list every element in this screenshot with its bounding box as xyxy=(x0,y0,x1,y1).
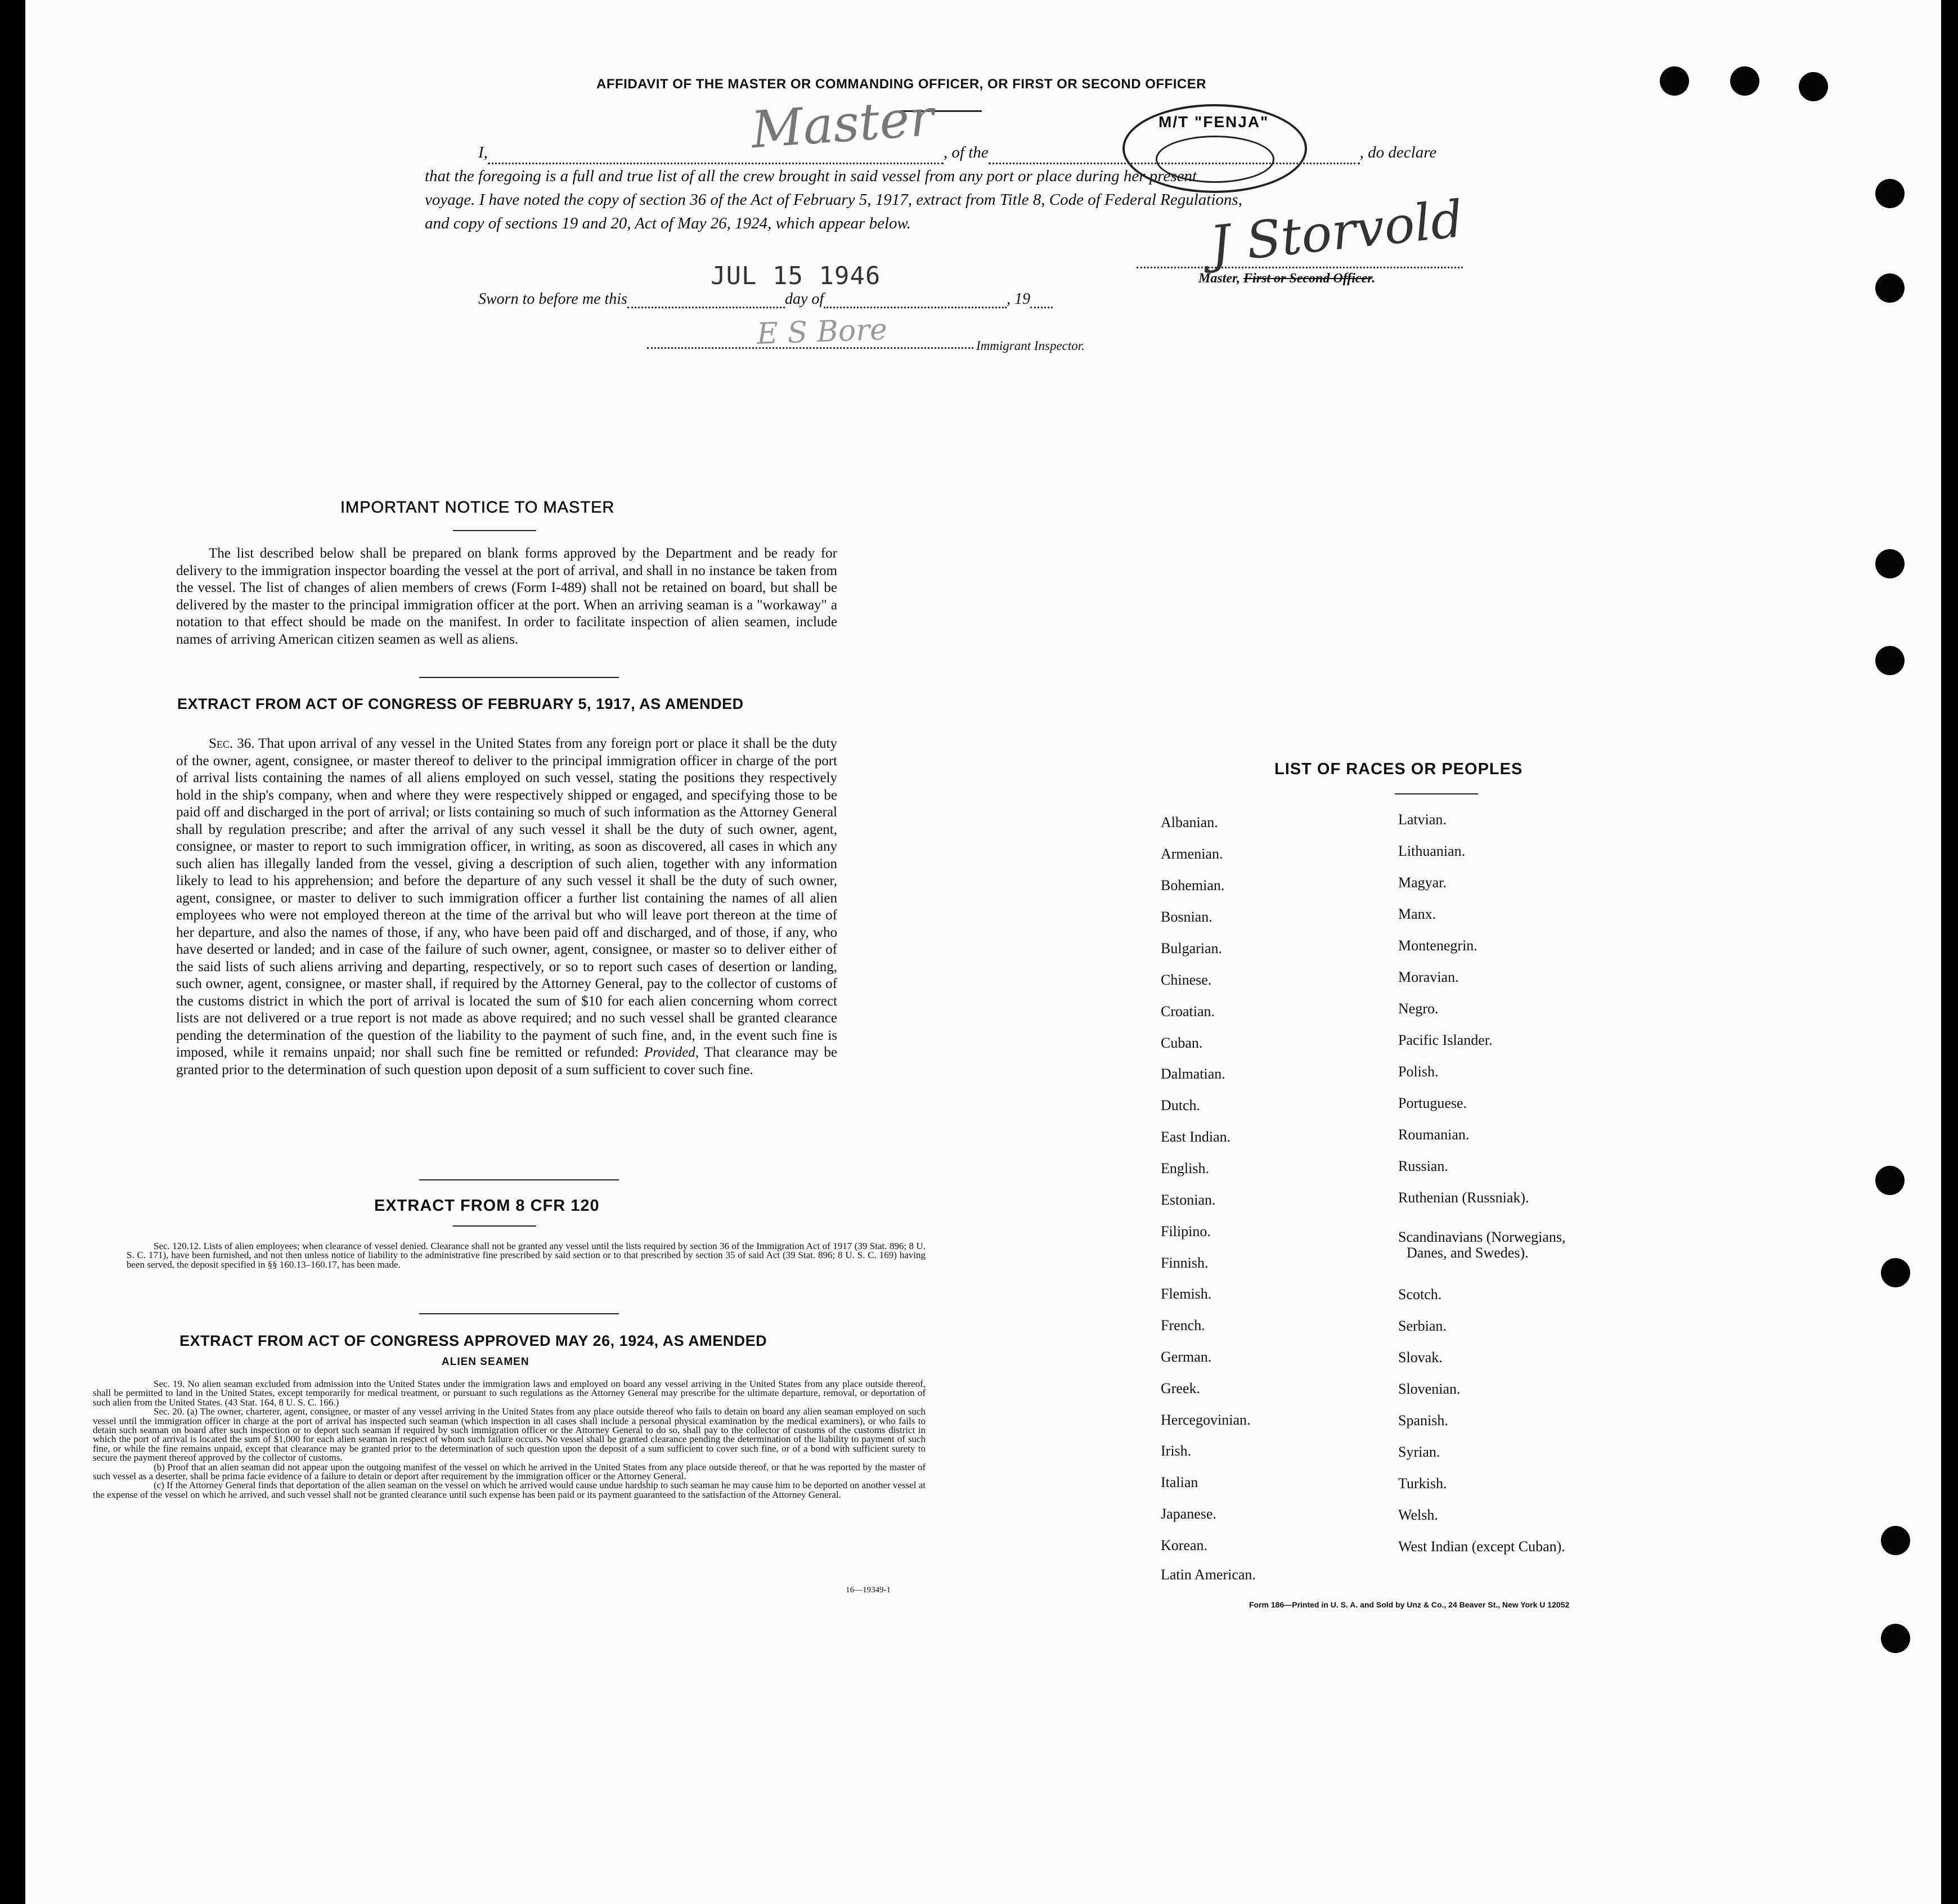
race-item: Finnish. xyxy=(1161,1255,1209,1271)
race-item: Latin American. xyxy=(1161,1566,1256,1583)
form-code: 16—19349-1 xyxy=(846,1586,891,1595)
race-item: English. xyxy=(1161,1160,1209,1176)
race-item: Dalmatian. xyxy=(1161,1066,1225,1082)
race-item: West Indian (except Cuban). xyxy=(1398,1538,1565,1555)
punch-hole xyxy=(1881,1624,1910,1653)
punch-hole xyxy=(1881,1258,1910,1287)
inspector-label: Immigrant Inspector. xyxy=(976,339,1085,353)
punch-hole xyxy=(1875,273,1905,303)
extract-cfr-end-divider xyxy=(419,1313,619,1314)
sec-20b-text: (b) Proof that an alien seaman did not appear upon the outgoing manifest of the vessel on which he arrived in the United States from any place outside thereof, or that he was reported by the master of such vessel as a deserter, shall be prima facie evidence of a failure to detain or deport after requirement by the immigration officer or the Attorney General. xyxy=(93,1461,926,1482)
declaration-line-2: that the foregoing is a full and true list of all the crew brought in said vessel from any port or place during her present xyxy=(425,167,1197,185)
extract-1917-end-divider xyxy=(419,1179,619,1180)
race-item: Bosnian. xyxy=(1161,909,1212,925)
punch-hole xyxy=(1875,549,1905,578)
race-item: Filipino. xyxy=(1161,1223,1211,1240)
race-item: Dutch. xyxy=(1161,1097,1201,1113)
inspector-line xyxy=(647,347,973,349)
sec-20c-text: (c) If the Attorney General finds that deportation of the alien seaman on the vessel on which he arrived would cause undue hardship to such seaman he may cause him to be deported on another vessel at the expense of the vessel on which he arrived, and such vessel shall not be granted clearance until such expense has been paid or its payment guaranteed to the satisfaction of the Attorney General. xyxy=(93,1480,926,1500)
race-item: Welsh. xyxy=(1398,1507,1438,1523)
declaration-line-3: voyage. I have noted the copy of section 36 of the Act of February 5, 1917, extract from Title 8, Code of Federal Regulations, xyxy=(425,191,1242,209)
extract-cfr-heading: EXTRACT FROM 8 CFR 120 xyxy=(374,1197,600,1215)
sec-19-text: Sec. 19. No alien seaman excluded from admission into the United States under the immigration laws and employed on board any vessel arriving in the United States from any place outside thereof, shall be permitted to land in the United States, except temporarily for medical treatment, or pursuant to such regulations as the Attorney General may prescribe for the ultimate departure, removal, or deportation of such alien from the United States. (43 Stat. 164, 8 U. S. C. 166.) xyxy=(93,1378,926,1408)
vessel-stamp: M/T "FENJA" xyxy=(1122,104,1307,193)
signer-line xyxy=(1137,267,1463,268)
proviso-label: Provided, xyxy=(644,1045,699,1060)
punch-hole xyxy=(1660,66,1689,96)
section-text: That upon arrival of any vessel in the United States from any foreign port or place it shall be the duty of the owner, agent, consignee, or master thereof to deliver to the principal immigration officer in charge of the port of arrival lists containing the names of all aliens employed on such vessel, stating the positions they respectively hold in the ship's company, when and where they were respectively shipped or engaged, and specifying those to be paid off and discharged in the port of arrival; or lists containing so much of such information as the Attorney General shall by regulation prescribe; and after the arrival of any such vessel it shall be the duty of such owner, agent, consignee, or master to report to such immigration officer, in writing, as soon as discovered, all cases in which any such alien has illegally landed from the vessel, giving a description of such alien, together with any information likely to lead to his apprehension; and before the departure of any such vessel it shall be the duty of such owner, agent, consignee, or master to deliver to such immigration officer a further list containing the names of all alien employees who were not employed thereon at the time of the arrival but who will leave port thereon at the time of her departure, and also the names of those, if any, who have been paid off and discharged, and of those, if any, who have deserted or landed; and in case of the failure of such owner, agent, consignee, or master so to deliver either of the said lists of such aliens arriving and departing, respectively, or so to report such cases of desertion or landing, such owner, agent, consignee, or master shall, if required by the Attorney General, pay to the collector of customs of the customs district in which the port of arrival is located the sum of $10 for each alien concerning whom correct lists are not delivered or a true report is not made as above required; and no such vessel shall be granted clearance pending the determination of the question of the liability to the payment of such fine, and, in the event such fine is imposed, while it remains unpaid; nor shall such fine be remitted or refunded: xyxy=(176,736,837,1060)
notice-divider xyxy=(453,530,536,531)
date-stamp: JUL 15 1946 xyxy=(711,262,881,290)
race-item: Russian. xyxy=(1398,1158,1448,1174)
punch-hole xyxy=(1875,646,1905,675)
race-item: Magyar. xyxy=(1398,874,1447,891)
race-item: Bulgarian. xyxy=(1161,940,1223,957)
proviso-text: That clearance may be granted prior to the determination of such question upon deposit of a sum sufficient to cover such fine. xyxy=(176,1045,837,1077)
sworn-year-field[interactable] xyxy=(1030,307,1053,308)
race-item: Slovak. xyxy=(1398,1349,1443,1366)
race-item: Roumanian. xyxy=(1398,1126,1470,1143)
affidavit-heading: AFFIDAVIT OF THE MASTER OR COMMANDING OFFICER, OR FIRST OR SECOND OFFICER xyxy=(596,77,1207,92)
race-item: Serbian. xyxy=(1398,1318,1447,1334)
race-item: Estonian. xyxy=(1161,1192,1216,1208)
punch-hole xyxy=(1875,1166,1905,1195)
punch-hole xyxy=(1730,66,1759,96)
race-item: Chinese. xyxy=(1161,972,1212,988)
printer-line: Form 186—Printed in U. S. A. and Sold by Unz & Co., 24 Beaver St., New York U 12052 xyxy=(1249,1600,1570,1609)
race-item: Bohemian. xyxy=(1161,877,1225,893)
extract-1924-subheading: ALIEN SEAMEN xyxy=(442,1356,529,1368)
extract-1917-heading: EXTRACT FROM ACT OF CONGRESS OF FEBRUARY 5, 1917, AS AMENDED xyxy=(177,695,744,712)
race-item: Pacific Islander. xyxy=(1398,1032,1493,1048)
race-item: Negro. xyxy=(1398,1000,1439,1017)
race-item: German. xyxy=(1161,1349,1212,1365)
declaration-line-1: I, , of the , do declare xyxy=(425,141,1511,164)
race-item: Montenegrin. xyxy=(1398,937,1478,954)
punch-hole xyxy=(1875,179,1905,208)
race-item: Spanish. xyxy=(1398,1412,1448,1429)
vessel-stamp-inner-ring xyxy=(1156,136,1274,183)
races-heading: LIST OF RACES OR PEOPLES xyxy=(1274,760,1523,778)
notice-body: The list described below shall be prepared on blank forms approved by the Department and be ready for delivery to the immigration inspector boarding the vessel at the port of arrival, and shall in no instance be taken from the vessel. The list of changes of alien members of crews (Form I-489) shall not be retained on board, but shall be delivered by the master to the principal immigration officer at the port. When an arriving seaman is a "workaway" a notation to that effect should be made on the manifest. In order to facilitate inspection of alien seamen, include names of arriving American citizen seamen as well as aliens. xyxy=(176,546,837,647)
section-label: Sec. 36. xyxy=(209,736,255,751)
race-item: East Indian. xyxy=(1161,1129,1231,1145)
race-item: Turkish. xyxy=(1398,1475,1447,1492)
handwritten-inspector: E S Bore xyxy=(756,312,888,352)
race-item: Scotch. xyxy=(1398,1286,1442,1303)
race-item: Flemish. xyxy=(1161,1286,1212,1302)
race-item: Syrian. xyxy=(1398,1444,1440,1460)
notice-end-divider xyxy=(419,677,619,678)
race-item: Italian xyxy=(1161,1474,1198,1490)
race-item: Croatian. xyxy=(1161,1003,1215,1020)
declaration-line-4: and copy of sections 19 and 20, Act of May 26, 1924, which appear below. xyxy=(425,214,911,232)
sworn-line: Sworn to before me this day of , 19 xyxy=(478,290,1053,308)
race-item: Slovenian. xyxy=(1398,1381,1461,1397)
race-item: Manx. xyxy=(1398,906,1436,922)
handwritten-master: Master xyxy=(749,88,936,160)
extract-1924-heading: EXTRACT FROM ACT OF CONGRESS APPROVED MAY 26, 1924, AS AMENDED xyxy=(179,1332,767,1349)
race-item: Polish. xyxy=(1398,1063,1439,1080)
races-divider xyxy=(1395,793,1478,794)
signer-title: Master, First or Second Officer. xyxy=(1198,271,1376,286)
sec-20a-text: Sec. 20. (a) The owner, charterer, agent, consignee, or master of any vessel arriving in the United States from any place outside thereof who fails to detain on board any alien seaman employed on such vessel until the immigration officer in charge at the port of arrival has inspected such seaman (which inspection in all cases shall include a personal physical examination by the medical examiners), or who fails to detain such seaman on board after such inspection or to deport such seaman if required by such immigration officer or the Attorney General to do so, shall pay to the collector of customs of the customs district in which the port of arrival is located the sum of $1,000 for each alien seaman in respect of whom such failure occurs. No vessel shall be granted clearance pending the determination of the liability to payment of such fine, or while the fine remains unpaid, except that clearance may be granted prior to the determination of such question upon the deposit of a sum sufficient to cover such fine, or of a bond with sufficient surety to secure the payment thereof approved by the collector of customs. xyxy=(93,1406,926,1463)
race-item: Moravian. xyxy=(1398,969,1459,985)
race-item: Armenian. xyxy=(1161,846,1223,862)
extract-1924-body xyxy=(93,1380,926,1499)
punch-hole xyxy=(1799,72,1828,101)
race-item: Latvian. xyxy=(1398,811,1447,828)
race-item: Korean. xyxy=(1161,1537,1208,1553)
extract-cfr-divider xyxy=(453,1225,536,1227)
extract-cfr-body: Sec. 120.12. Lists of alien employees; when clearance of vessel denied. Clearance shall not be granted any vessel until the lists required by section 36 of the Immigration Act of 1917 (39 Stat. 896; 8 U. S. C. 171), have been furnished, and not then unless notice of liability to the administrative fine prescribed by said section or to that prescribed by section 35 of said Act (39 Stat. 896; 8 U. S. C. 169) having been served, the deposit specified in §§ 160.13–160.17, has been made. xyxy=(127,1241,926,1270)
race-item: Scandinavians (Norwegians, xyxy=(1398,1229,1566,1245)
punch-hole xyxy=(1881,1526,1910,1555)
extract-1917-body xyxy=(176,735,837,1079)
race-item: Ruthenian (Russniak). xyxy=(1398,1189,1529,1206)
race-item: Japanese. xyxy=(1161,1506,1216,1522)
race-item: Cuban. xyxy=(1161,1035,1203,1051)
race-item: Portuguese. xyxy=(1398,1095,1467,1111)
document-page xyxy=(25,0,1941,1904)
handwritten-signature: J Storvold xyxy=(1207,189,1466,275)
sworn-month-field[interactable] xyxy=(824,307,1007,308)
race-item: Hercegovinian. xyxy=(1161,1412,1251,1428)
notice-heading: IMPORTANT NOTICE TO MASTER xyxy=(340,499,615,517)
race-item: French. xyxy=(1161,1317,1205,1333)
race-item: Greek. xyxy=(1161,1380,1201,1396)
race-item: Lithuanian. xyxy=(1398,843,1466,859)
race-item: Danes, and Swedes). xyxy=(1407,1245,1529,1261)
race-item: Albanian. xyxy=(1161,814,1218,830)
sworn-day-field[interactable] xyxy=(627,307,785,308)
race-item: Irish. xyxy=(1161,1443,1192,1459)
